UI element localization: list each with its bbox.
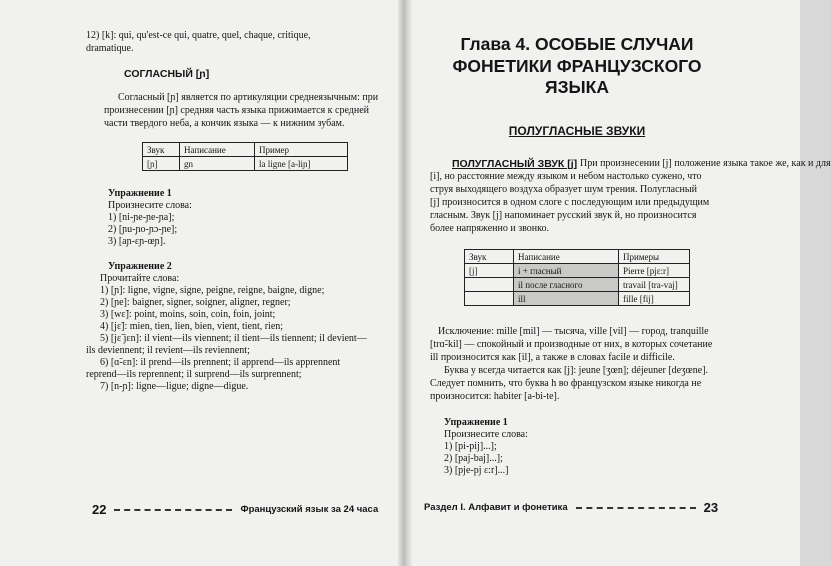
table-cell: la ligne [a-liɲ] <box>255 157 348 171</box>
exercise-title: Упражнение 1 <box>108 188 172 199</box>
table-cell <box>465 278 514 292</box>
subheading: ПОЛУГЛАСНЫЕ ЗВУКИ <box>508 124 646 138</box>
table-header-row <box>143 143 348 157</box>
table-cell <box>465 292 514 306</box>
exercise-title: Упражнение 2 <box>108 261 172 272</box>
exercise-item: 7) [n-ɲ]: ligne—ligue; digne—digue. <box>100 381 249 392</box>
paragraph-line: произнесении [ɲ] средняя часть языка прижимается к средней <box>104 105 370 116</box>
paragraph-line: Буква y всегда читается как [j]: jeune [ʒœn]; déjeuner [deʒœne]. <box>444 365 709 376</box>
exercise-item: reprend—ils reprennent; il surprend—ils surprennent; <box>86 369 302 380</box>
exercise-item: 3) [wɛ̃]: point, moins, soin, coin, foin, joint; <box>100 309 276 320</box>
table-header-row <box>465 250 690 264</box>
table-header-cell: Звук <box>465 250 514 264</box>
exercise-item: 2) [ɲe]: baigner, signer, soigner, aligner, regner; <box>100 297 291 308</box>
table-cell: fille [fij] <box>619 292 690 306</box>
exercise-item: 2) [ɲu-ɲo-ɲɔ-ɲe]; <box>108 224 178 235</box>
exercise-item: 1) [ɲ]: ligne, vigne, signe, peigne, reigne, baigne, digne; <box>100 285 325 296</box>
table-cell: [j] <box>465 264 514 278</box>
page-number: 22 <box>92 502 107 517</box>
paragraph-line: произносится: habiter [a-bi-te]. <box>430 391 560 402</box>
table-header-cell: Пример <box>255 143 348 157</box>
exercise-item: 1) [pi-pij]...]; <box>444 441 497 452</box>
paragraph-line: более напряженно и звонко. <box>430 223 550 234</box>
table-row <box>465 278 690 292</box>
table-header-cell: Примеры <box>619 250 690 264</box>
exercise-prompt: Прочитайте слова: <box>100 273 180 284</box>
table-header-cell: Написание <box>514 250 619 264</box>
exercise-item: 3) [pje-pj ɛ:r]...] <box>444 465 509 476</box>
table-cell: il после гласного <box>514 278 619 292</box>
page-footer <box>92 502 378 517</box>
table-cell: travail [tra-vaj] <box>619 278 690 292</box>
exercise-item: 2) [paj-baj]...]; <box>444 453 503 464</box>
paragraph-line: струя выходящего воздуха образует шум трения. Полугласный <box>430 184 697 195</box>
exercise-prompt: Произнесите слова: <box>108 200 192 211</box>
left-page <box>0 0 398 566</box>
footer-divider <box>576 507 696 509</box>
text-line: 12) [k]: qui, qu'est-ce qui, quatre, quel, chaque, critique, <box>86 30 311 41</box>
paragraph-line: [i], но расстояние между языком и небом настолько сужено, что <box>430 171 702 182</box>
table-cell: ill <box>514 292 619 306</box>
exercise-item: 1) [ni-ɲe-ɲe-ɲa]; <box>108 212 175 223</box>
paragraph-line: гласным. Звук [j] напоминает русский звук й, но произносится <box>430 210 697 221</box>
paragraph-line: Исключение: mille [mil] — тысяча, ville [vil] — город, tranquille <box>438 326 709 337</box>
semivowel-table <box>464 249 690 306</box>
exercise-item: 4) [jɛ̃]: mien, tien, lien, bien, vient, tient, rien; <box>100 321 284 332</box>
paragraph-line: Следует помнить, что буква h во французском языке никогда не <box>430 378 702 389</box>
paragraph-line: Согласный [ɲ] является по артикуляции среднеязычным: при <box>118 92 379 103</box>
table-header-cell: Звук <box>143 143 180 157</box>
chapter-title-line: ЯЗЫКА <box>545 77 609 97</box>
table-row <box>143 157 348 171</box>
table-cell: [ɲ] <box>143 157 180 171</box>
section-title: СОГЛАСНЫЙ [ɲ] <box>124 68 210 80</box>
paragraph-line: части твердого неба, а кончик языка — к нижним зубам. <box>104 118 345 129</box>
running-title: Раздел I. Алфавит и фонетика <box>424 502 568 513</box>
chapter-title-line: Глава 4. ОСОБЫЕ СЛУЧАИ <box>460 34 694 54</box>
exercise-prompt: Произнесите слова: <box>444 429 528 440</box>
table-cell: Pierre [pjɛ:r] <box>619 264 690 278</box>
exercise-title: Упражнение 1 <box>444 417 508 428</box>
page-footer <box>424 500 718 515</box>
text-line: dramatique. <box>86 43 134 54</box>
right-page <box>412 0 831 566</box>
exercise-item: 3) [aɲ-ɛɲ-œɲ]. <box>108 236 166 247</box>
table-row <box>465 264 690 278</box>
table-cell: gn <box>180 157 255 171</box>
paragraph-line: [j] произносится в одном слоге с последующим или предыдущим <box>430 197 710 208</box>
chapter-title <box>432 34 722 99</box>
running-title: Французский язык за 24 часа <box>240 504 379 515</box>
exercise-item: 5) [jɛ̃ jɛn]: il vient—ils viennent; il tient—ils tiennent; il devient— <box>100 333 367 344</box>
chapter-title-line: ФОНЕТИКИ ФРАНЦУЗСКОГО <box>452 55 702 76</box>
footer-divider <box>114 509 232 511</box>
book-gutter <box>398 0 412 566</box>
paragraph-line: [trɑ̃-kil] — спокойный и производные от них, в которых сочетание <box>430 339 713 350</box>
table-row <box>465 292 690 306</box>
exercise-item: 6) [ɑ̃-ɛn]: il prend—ils prennent; il apprend—ils apprennent <box>100 357 341 368</box>
table-header-cell: Написание <box>180 143 255 157</box>
table-cell: i + гласный <box>514 264 619 278</box>
paragraph-line: ill произносится как [il], а также в словах facile и difficile. <box>430 352 675 363</box>
phoneme-table <box>142 142 348 171</box>
page-number: 23 <box>703 500 719 515</box>
exercise-item: ils deviennent; il revient—ils reviennent; <box>86 345 250 356</box>
paragraph-line: При произнесении [j] положение языка такое же, как и для <box>580 158 831 169</box>
section-title: ПОЛУГЛАСНЫЙ ЗВУК [j] <box>452 158 578 170</box>
